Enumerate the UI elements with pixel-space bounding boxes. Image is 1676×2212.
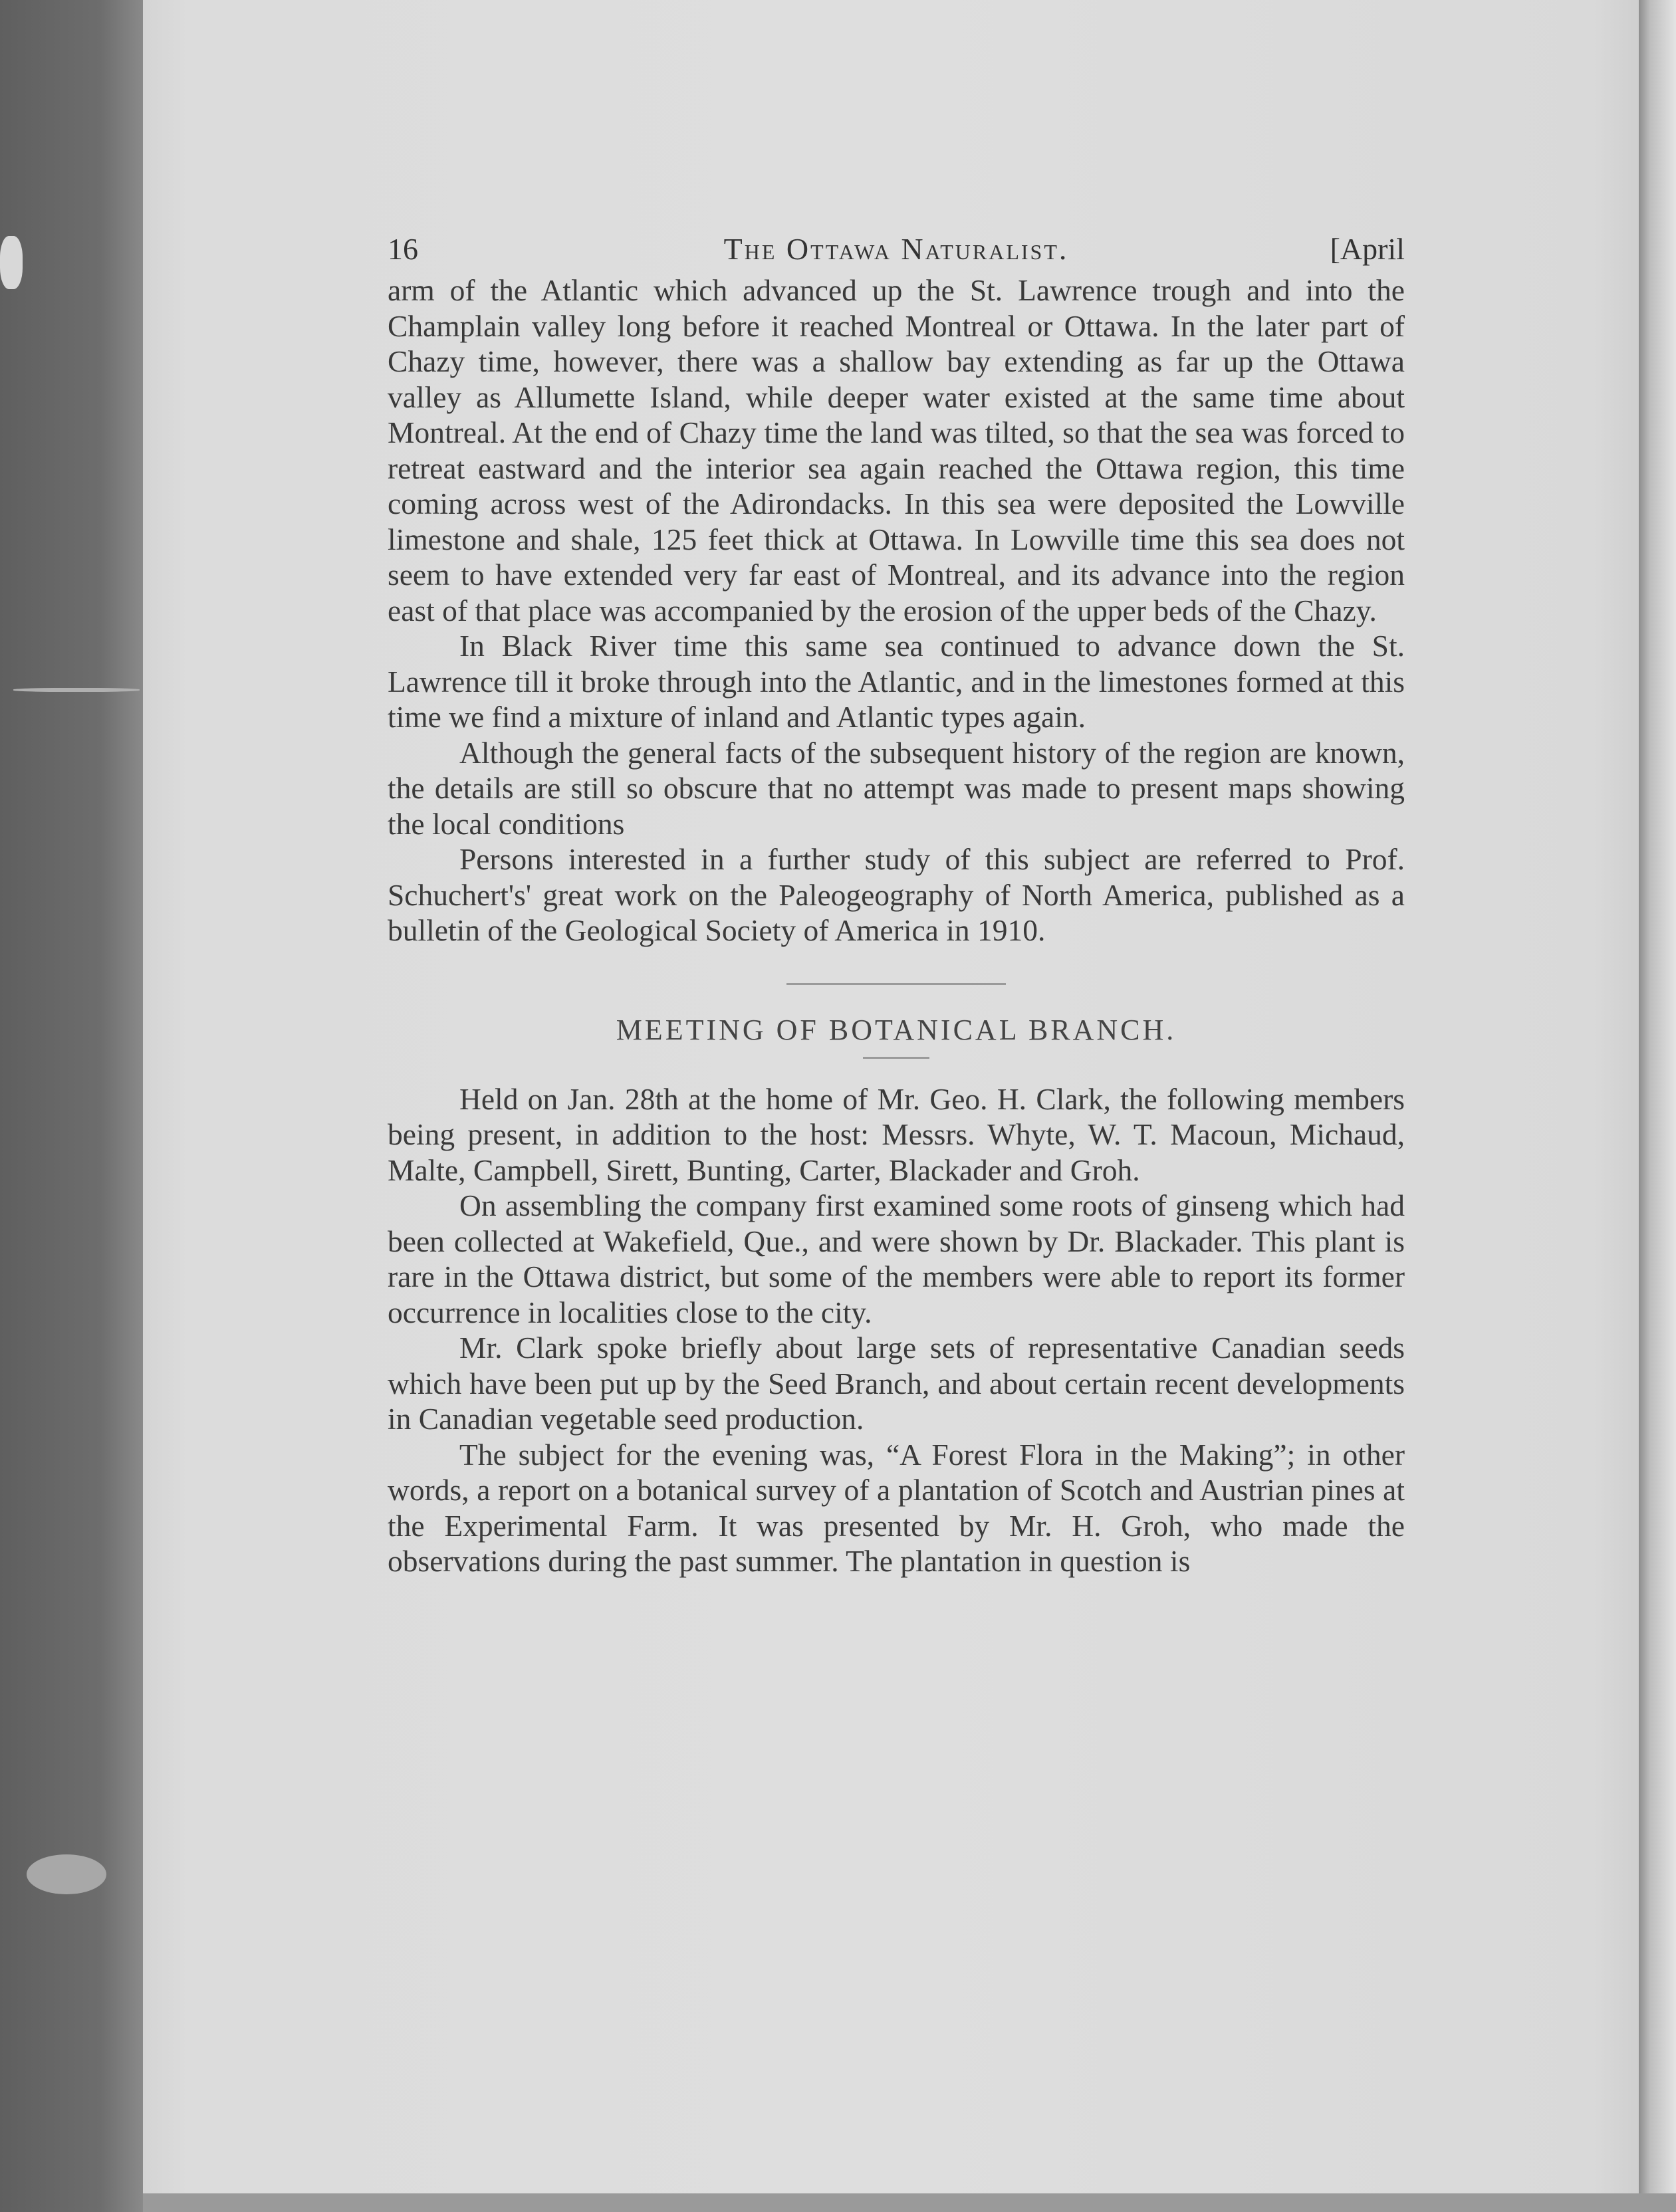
section-heading: MEETING OF BOTANICAL BRANCH. [616,1013,1177,1046]
paragraph: Persons interested in a further study of this subject are referred to Prof. Schuchert's' great work on the Paleogeography of North America, published as a bulletin of the Geological Society of America in 1910. [388,842,1405,947]
paragraph: On assembling the company first examined some roots of ginseng which had been collected at Wakefield, Que., and were shown by Dr. Blackader. This plant is rare in the Ottawa district, but some of the members were able to report its former occurrence in localities close to the city. [388,1188,1405,1329]
spine-blemish [13,688,140,692]
book-spine [0,0,143,2212]
journal-title: The Ottawa Naturalist. [723,232,1069,266]
spine-blemish [0,236,23,289]
page-number: 16 [388,232,418,266]
page-edge [1639,0,1676,2212]
paragraph: In Black River time this same sea continued to advance down the St. Lawrence till it broke through into the Atlantic, and in the limestones formed at this time we find a mixture of inland and Atlantic types again. [388,629,1405,734]
running-header [388,226,1405,273]
section-divider [786,983,1006,985]
paragraph: Mr. Clark spoke briefly about large sets of representative Canadian seeds which have been put up by the Seed Branch, and about certain recent developments in Canadian vegetable seed production. [388,1331,1405,1436]
issue-month: [April [1330,232,1405,266]
paragraph: Although the general facts of the subsequent history of the region are known, the details are still so obscure that no attempt was made to present maps showing the local conditions [388,735,1405,841]
paragraph: Held on Jan. 28th at the home of Mr. Geo. H. Clark, the following members being present, in addition to the host: Messrs. Whyte, W. T. Macoun, Michaud, Malte, Campbell, Sirett, Bunting, Carter, Blackader and Groh. [388,1081,1405,1187]
heading-underline [863,1057,929,1059]
page-content [388,226,1405,1579]
spine-blemish [27,1854,106,1894]
meeting-report [388,1081,1405,1579]
paragraph: arm of the Atlantic which advanced up the St. Lawrence trough and into the Champlain valley long before it reached Montreal or Ottawa. In the later part of Chazy time, however, there was a shallow bay extending as far up the Ottawa valley as Allumette Island, while deeper water existed at the same time about Montreal. At the end of Chazy time the land was tilted, so that the sea was forced to retreat eastward and the interior sea again reached the Ottawa region, this time coming across west of the Adirondacks. In this sea were deposited the Lowville limestone and shale, 125 feet thick at Ottawa. In Lowville time this sea does not seem to have extended very far east of Montreal, and its advance into the region east of that place was accompanied by the erosion of the upper beds of the Chazy. [388,273,1405,627]
page-bottom-edge [143,2193,1676,2212]
article-continuation [388,273,1405,948]
paragraph: The subject for the evening was, “A Forest Flora in the Making”; in other words, a report on a botanical survey of a plantation of Scotch and Austrian pines at the Experimental Farm. It was presented by Mr. H. Groh, who made the observations during the past summer. The plantation in question is [388,1437,1405,1578]
